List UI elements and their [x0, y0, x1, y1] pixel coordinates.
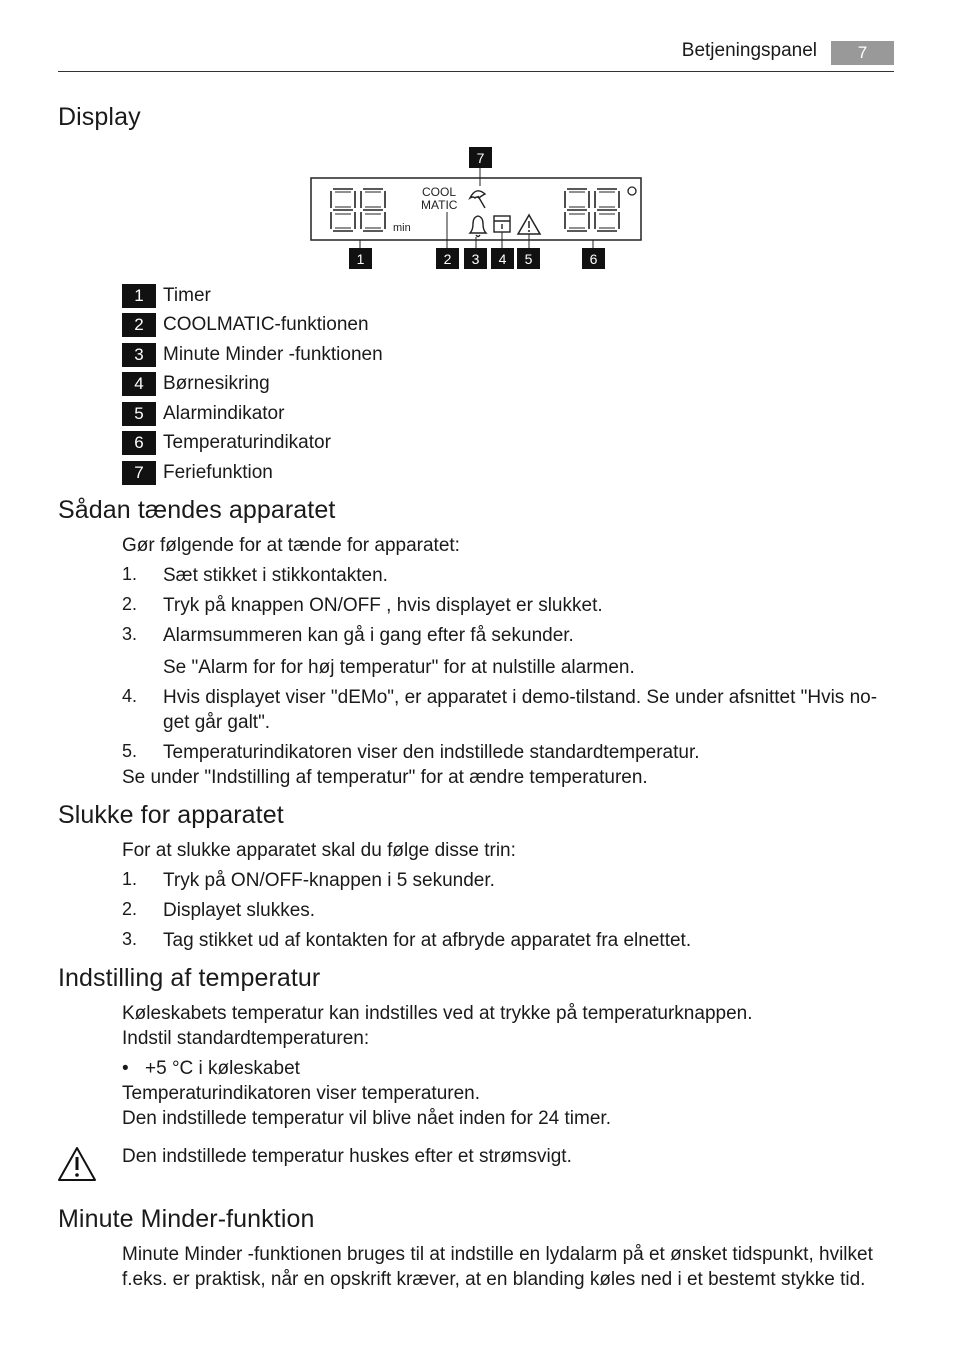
legend-label: Feriefunktion	[163, 462, 273, 483]
section-title-turn-off: Slukke for apparatet	[58, 801, 284, 829]
cool-label: COOL	[422, 185, 457, 199]
temperature-line-2: Indstil standardtemperaturen:	[122, 1028, 370, 1049]
callout-3: 3	[471, 251, 480, 267]
holiday-umbrella-icon	[470, 191, 485, 208]
legend-badge: 1	[122, 284, 156, 308]
callout-5: 5	[524, 251, 533, 267]
section-title-temperature: Indstilling af temperatur	[58, 964, 321, 992]
step-text: Temperaturindikatoren viser den indstillede standardtemperatur.	[163, 742, 700, 763]
legend-label: Børnesikring	[163, 373, 270, 394]
step-text: Displayet slukkes.	[163, 900, 316, 921]
legend-item	[122, 343, 383, 367]
callout-badges	[349, 147, 605, 269]
step-number: 1.	[122, 869, 138, 889]
min-label: min	[393, 222, 411, 234]
legend-label: Alarmindikator	[163, 403, 285, 424]
callout-4: 4	[498, 251, 507, 267]
step-text: Tag stikket ud af kontakten for at afbryde apparatet fra elnettet.	[163, 930, 692, 951]
minute-minder-line-2: f.eks. er praktisk, når en opskrift kræver, at en blanding køles ned i et bestemt stykke tid.	[122, 1269, 866, 1290]
callout-6: 6	[589, 251, 598, 267]
legend-item	[122, 431, 331, 455]
step-number: 1.	[122, 564, 138, 584]
callout-1: 1	[356, 251, 365, 267]
legend-badge: 7	[122, 461, 156, 485]
section-title-display: Display	[58, 103, 141, 131]
legend-item	[122, 313, 369, 337]
step-text: Se "Alarm for for høj temperatur" for at nulstille alarmen.	[163, 657, 635, 678]
legend-item	[122, 402, 284, 426]
temperature-line-3: Temperaturindikatoren viser temperaturen.	[122, 1083, 481, 1104]
temperature-line-1: Køleskabets temperatur kan indstilles ved at trykke på temperaturknappen.	[122, 1003, 753, 1024]
legend-label: Minute Minder -funktionen	[163, 344, 383, 365]
turn-on-intro: Gør følgende for at tænde for apparatet:	[122, 535, 460, 556]
child-lock-icon	[494, 216, 510, 232]
bell-icon	[470, 216, 486, 237]
step-number: 3.	[122, 624, 138, 644]
display-panel-diagram	[300, 140, 660, 275]
step-number: 2.	[122, 594, 138, 614]
bullet-mark: •	[122, 1058, 129, 1079]
turn-off-intro: For at slukke apparatet skal du følge disse trin:	[122, 840, 516, 861]
alarm-triangle-icon	[518, 215, 540, 234]
callout-7: 7	[476, 150, 485, 166]
step-number: 5.	[122, 741, 138, 761]
page-number: 7	[831, 41, 894, 65]
legend-badge: 6	[122, 431, 156, 455]
step-text: Hvis displayet viser "dEMo", er apparatet i demo-tilstand. Se under afsnittet "Hvis no-	[163, 687, 878, 708]
step-text: Alarmsummeren kan gå i gang efter få sekunder.	[163, 625, 574, 646]
section-title-minute-minder: Minute Minder-funktion	[58, 1205, 315, 1233]
legend-label: Timer	[163, 285, 211, 306]
legend-badge: 3	[122, 343, 156, 367]
step-text: Tryk på ON/OFF-knappen i 5 sekunder.	[163, 870, 495, 891]
step-text: Sæt stikket i stikkontakten.	[163, 565, 388, 586]
timer-digits	[331, 189, 385, 231]
step-number: 2.	[122, 899, 138, 919]
running-header: Betjeningspanel	[681, 40, 817, 61]
turn-on-outro: Se under "Indstilling af temperatur" for at ændre temperaturen.	[122, 767, 648, 788]
legend-item	[122, 284, 211, 308]
step-text: Tryk på knappen ON/OFF , hvis displayet er slukket.	[163, 595, 603, 616]
legend-label: COOLMATIC-funktionen	[163, 314, 369, 335]
legend-badge: 2	[122, 313, 156, 337]
step-number: 4.	[122, 686, 138, 706]
warning-text: Den indstillede temperatur huskes efter et strømsvigt.	[122, 1146, 572, 1167]
minute-minder-line-1: Minute Minder -funktionen bruges til at indstille en lydalarm på et ønsket tidspunkt, hvilket	[122, 1244, 873, 1265]
temperature-bullet: +5 °C i køleskabet	[145, 1058, 300, 1079]
legend-badge: 5	[122, 402, 156, 426]
header-rule	[58, 71, 894, 72]
matic-label: MATIC	[421, 198, 458, 212]
degree-symbol	[628, 187, 636, 195]
display-frame	[311, 178, 641, 240]
warning-triangle-icon	[57, 1146, 97, 1182]
temperature-digits	[565, 189, 619, 231]
step-text: get går galt".	[163, 712, 271, 733]
legend-item	[122, 461, 273, 485]
temperature-line-4: Den indstillede temperatur vil blive nået inden for 24 timer.	[122, 1108, 611, 1129]
legend-badge: 4	[122, 372, 156, 396]
section-title-turn-on: Sådan tændes apparatet	[58, 496, 336, 524]
legend-item	[122, 372, 270, 396]
callout-2: 2	[443, 251, 452, 267]
step-number: 3.	[122, 929, 138, 949]
legend-label: Temperaturindikator	[163, 432, 331, 453]
